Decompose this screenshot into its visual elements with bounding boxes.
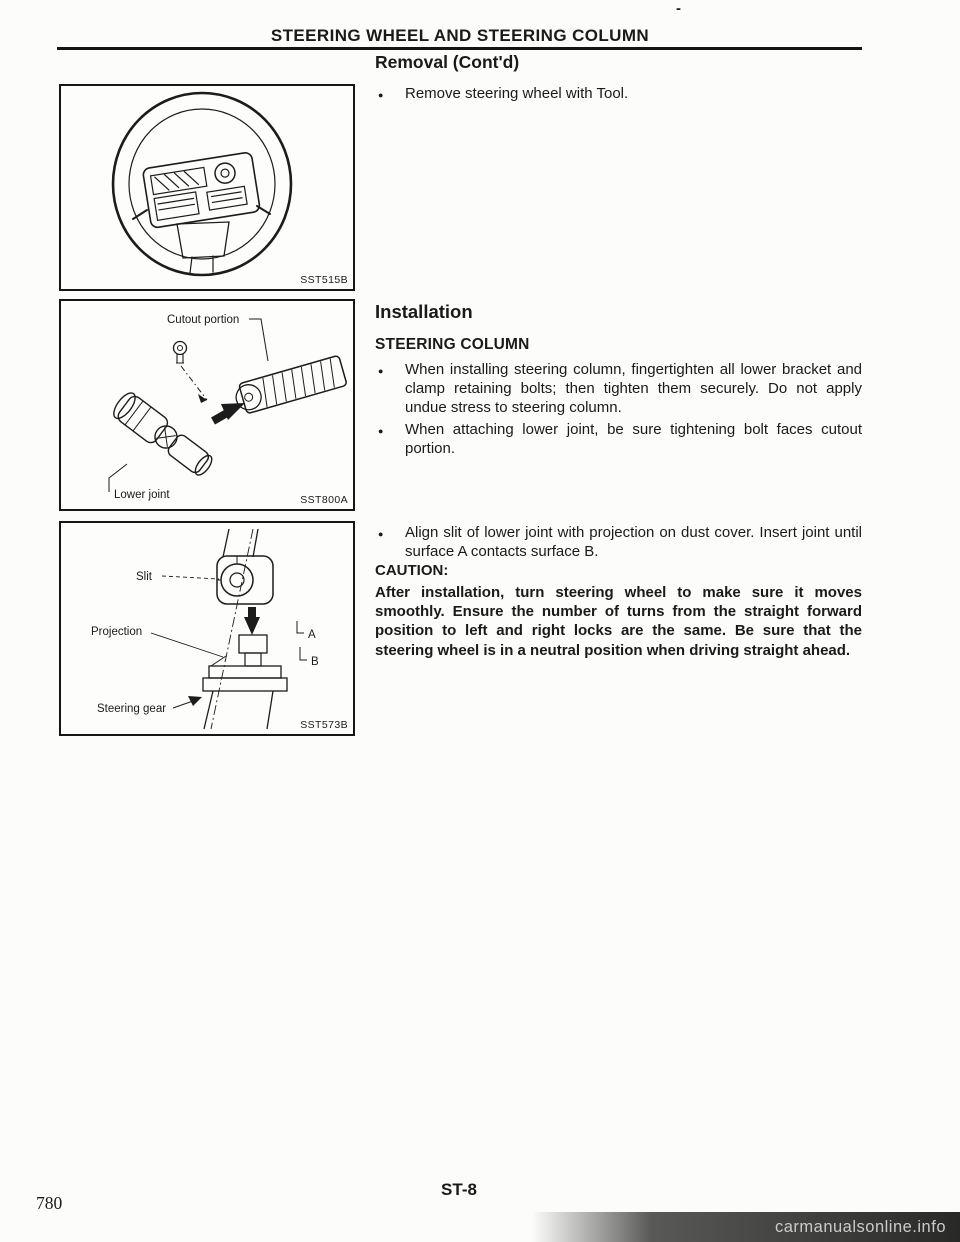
caution-label: CAUTION: bbox=[375, 562, 449, 579]
surface-a-bracket bbox=[297, 621, 304, 633]
label-lower-joint: Lower joint bbox=[114, 489, 170, 501]
installation-bullet-1 bbox=[375, 360, 862, 418]
joint-and-dust-cover bbox=[203, 635, 287, 729]
direction-arrow bbox=[213, 403, 245, 421]
removal-bullet-text: Remove steering wheel with Tool. bbox=[405, 85, 629, 102]
cutout-leader-line bbox=[249, 319, 268, 361]
insert-arrow bbox=[244, 607, 260, 635]
joint-yoke bbox=[217, 556, 273, 604]
header-rule bbox=[57, 47, 862, 50]
surface-b-bracket bbox=[300, 647, 307, 660]
label-cutout-portion: Cutout portion bbox=[167, 314, 240, 326]
removal-bullet bbox=[375, 84, 862, 105]
figure-lower-joint bbox=[59, 299, 355, 511]
watermark-bar bbox=[532, 1212, 960, 1242]
wheel-rim-outer bbox=[113, 93, 291, 275]
label-steering-gear: Steering gear bbox=[97, 703, 167, 715]
steering-gear-leader-arrow bbox=[173, 696, 202, 708]
scan-artifact: - bbox=[676, 0, 681, 17]
universal-joint bbox=[110, 390, 217, 481]
installation-bullet-list bbox=[375, 360, 862, 458]
book-page-number: 780 bbox=[36, 1193, 63, 1213]
splined-shaft bbox=[232, 355, 347, 415]
watermark-text: carmanualsonline.info bbox=[774, 1217, 946, 1236]
align-slit-bullet-text: Align slit of lower joint with projection on dust cover. Insert joint until surface A contacts surface B. bbox=[405, 524, 862, 561]
wheel-rim-inner bbox=[129, 109, 275, 259]
steering-column-subheading: STEERING COLUMN bbox=[375, 336, 530, 353]
projection-leader-line bbox=[151, 633, 223, 657]
lower-joint-leader-line bbox=[109, 464, 127, 492]
slit-leader-line bbox=[162, 576, 219, 579]
column-shroud bbox=[177, 222, 229, 258]
installation-bullet-2 bbox=[375, 420, 862, 458]
align-slit-bullet bbox=[375, 523, 862, 561]
wheel-spoke-right bbox=[257, 206, 270, 214]
figure-steering-gear bbox=[59, 521, 355, 736]
label-surface-a: A bbox=[308, 629, 316, 641]
installation-bullet-1-text: When installing steering column, fingertighten all lower bracket and clamp retaining bolts; then tighten them securely. Do not apply undue stress to steering column. bbox=[405, 361, 862, 417]
figure-code: SST573B bbox=[297, 719, 348, 731]
figure-code: SST515B bbox=[297, 274, 348, 286]
bolt-centerline bbox=[181, 366, 207, 400]
figure-steering-wheel bbox=[59, 84, 355, 291]
removal-heading: Removal (Cont'd) bbox=[375, 52, 520, 72]
bullet-icon: ● bbox=[378, 366, 384, 376]
label-slit: Slit bbox=[136, 571, 152, 583]
page-code: ST-8 bbox=[441, 1180, 477, 1199]
installation-bullet-2-text: When attaching lower joint, be sure tightening bolt faces cutout portion. bbox=[405, 420, 862, 457]
figure-code: SST800A bbox=[297, 494, 348, 506]
steering-gear-drawing bbox=[61, 523, 353, 734]
shaft-centerline bbox=[211, 529, 253, 729]
installation-heading: Installation bbox=[375, 301, 473, 322]
bullet-icon: ● bbox=[378, 425, 384, 436]
lower-joint-drawing bbox=[61, 301, 353, 509]
bolt-icon bbox=[174, 342, 187, 364]
bullet-icon: ● bbox=[378, 529, 384, 539]
label-surface-b: B bbox=[311, 656, 319, 668]
caution-text: After installation, turn steering wheel to make sure it moves smoothly. Ensure the number of turns from the straight forward position to left and right locks are the same. Be sure that the steering wheel is in a neutral position when driving straight ahead. bbox=[375, 584, 862, 659]
page-title: STEERING WHEEL AND STEERING COLUMN bbox=[270, 26, 650, 45]
wheel-hub bbox=[142, 152, 260, 228]
steering-wheel-drawing bbox=[61, 86, 353, 289]
bullet-icon: ● bbox=[378, 90, 384, 100]
label-projection: Projection bbox=[91, 626, 143, 638]
